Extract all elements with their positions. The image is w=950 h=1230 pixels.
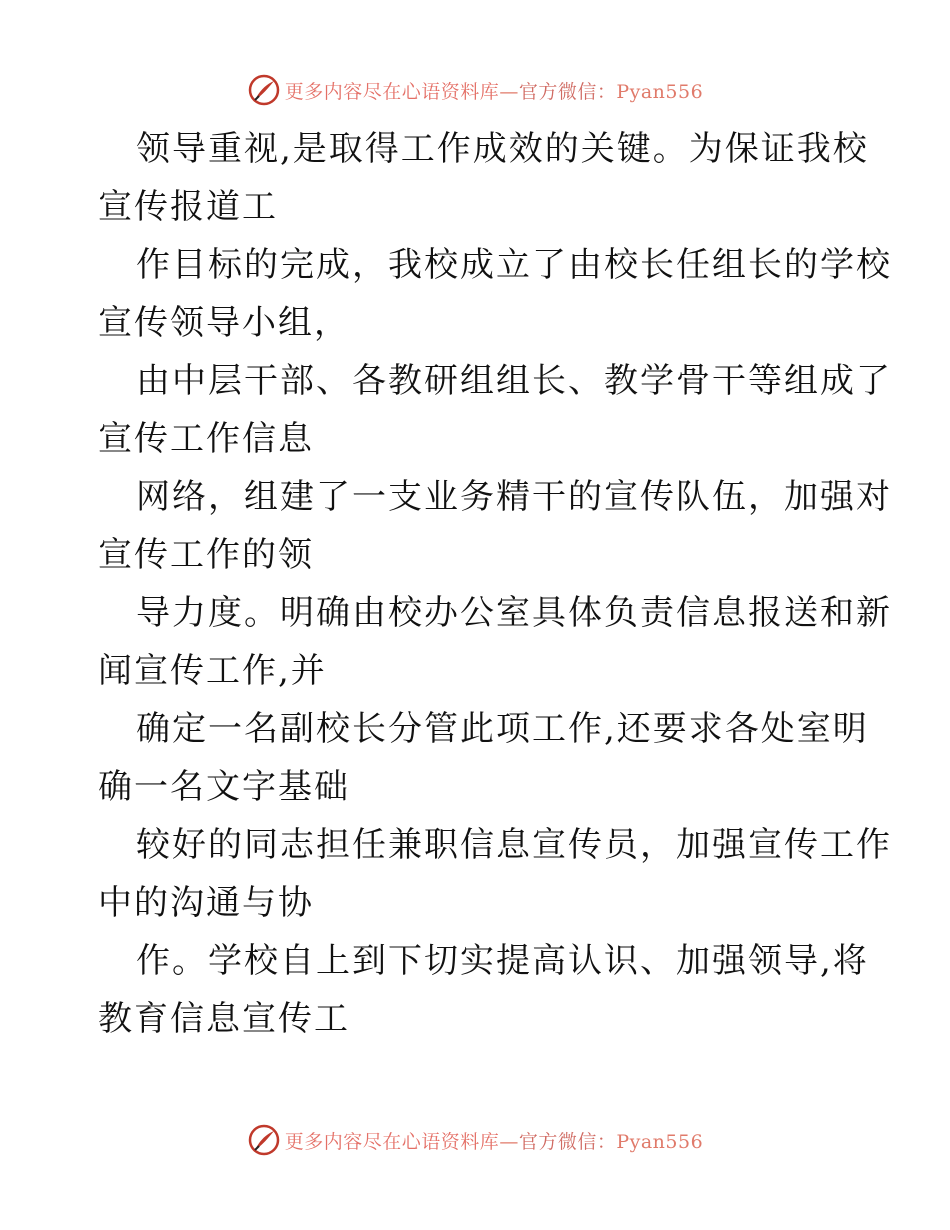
paragraph <box>98 352 892 468</box>
paragraph-line: 中的沟通与协 <box>98 883 314 923</box>
header-watermark <box>0 70 950 110</box>
paragraph-line: 教育信息宣传工 <box>98 999 350 1039</box>
paragraph-line: 由中层干部、各教研组组长、教学骨干等组成了 <box>136 361 892 401</box>
header-brand-text <box>285 77 703 104</box>
paragraph-line: 宣传报道工 <box>98 187 278 227</box>
paragraph-line: 较好的同志担任兼职信息宣传员，加强宣传工作 <box>136 825 892 865</box>
paragraph <box>98 120 869 236</box>
header-site-name: 更多内容尽在心语资料库 <box>284 80 500 103</box>
paragraph <box>98 932 869 1048</box>
paragraph-line: 确一名文字基础 <box>98 767 350 807</box>
paragraph <box>98 816 892 932</box>
paragraph-line: 导力度。明确由校办公室具体负责信息报送和新 <box>136 593 892 633</box>
footer-separator: — <box>499 1130 519 1153</box>
paragraph-line: 宣传工作信息 <box>98 419 314 459</box>
paragraph <box>98 584 892 700</box>
document-body <box>98 120 892 1048</box>
header-wechat-label: 官方微信： <box>518 80 617 103</box>
paragraph-line: 网络，组建了一支业务精干的宣传队伍，加强对 <box>136 477 892 517</box>
paragraph <box>98 236 892 352</box>
header-separator: — <box>499 80 519 103</box>
paragraph-line: 宣传工作的领 <box>98 535 314 575</box>
footer-watermark <box>0 1120 950 1160</box>
paragraph-line: 确定一名副校长分管此项工作,还要求各处室明 <box>136 709 869 749</box>
paragraph-line: 闻宣传工作,并 <box>98 651 327 691</box>
quill-pen-logo-icon <box>247 73 281 107</box>
quill-pen-logo-icon <box>247 1123 281 1157</box>
paragraph <box>98 700 869 816</box>
footer-wechat-label: 官方微信： <box>518 1130 617 1153</box>
footer-brand-text <box>285 1127 703 1154</box>
paragraph <box>98 468 892 584</box>
footer-site-name: 更多内容尽在心语资料库 <box>284 1130 500 1153</box>
paragraph-line: 领导重视,是取得工作成效的关键。为保证我校 <box>136 129 869 169</box>
footer-wechat-id: Pyan556 <box>616 1130 704 1153</box>
paragraph-line: 宣传领导小组， <box>98 303 350 343</box>
paragraph-line: 作目标的完成，我校成立了由校长任组长的学校 <box>136 245 892 285</box>
header-wechat-id: Pyan556 <box>616 80 704 103</box>
paragraph-line: 作。学校自上到下切实提高认识、加强领导,将 <box>136 941 869 981</box>
